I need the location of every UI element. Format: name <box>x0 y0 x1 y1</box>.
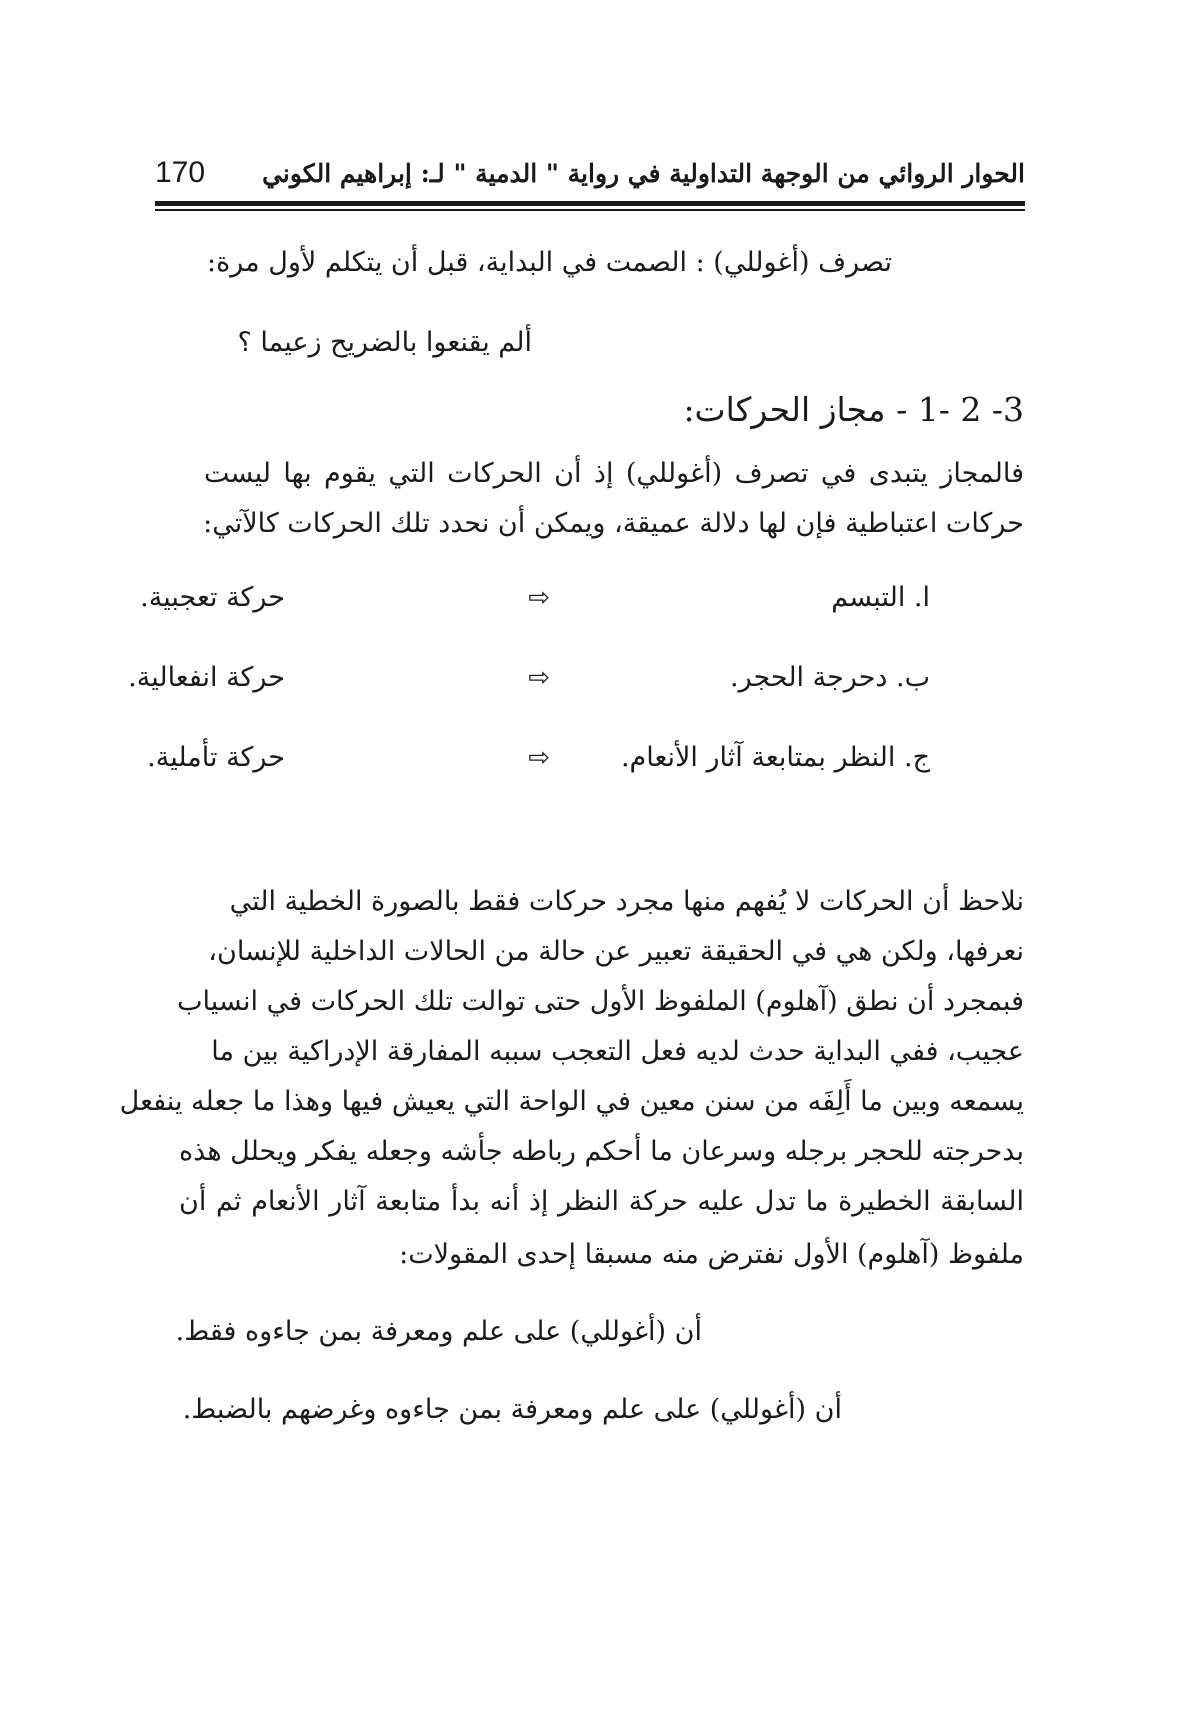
header-rule-thin <box>155 209 1025 211</box>
item-label: ا. التبسم <box>831 582 930 613</box>
list-item <box>140 576 1025 620</box>
section-paragraph-line-2: حركات اعتباطية فإن لها دلالة عميقة، ويمكن أن نحدد تلك الحركات كالآتي: <box>203 508 1024 539</box>
list-item <box>147 736 1025 780</box>
section-paragraph-line-1: فالمجاز يتبدى في تصرف (أغوللي) إذ أن الحركات التي يقوم بها ليست <box>204 458 1024 489</box>
page-header <box>155 150 1025 196</box>
right-arrow-icon: ⇨ <box>528 583 550 613</box>
item-meaning: حركة تأملية. <box>147 742 285 773</box>
intro-line-1: تصرف (أغوللي) : الصمت في البداية، قبل أن يتكلم لأول مرة: <box>207 247 892 278</box>
intro-line-2: ألم يقنعوا بالضريح زعيما ؟ <box>237 327 532 358</box>
page-number: 170 <box>155 156 206 189</box>
right-arrow-icon: ⇨ <box>528 663 550 693</box>
body-line-7: السابقة الخطيرة ما تدل عليه حركة النظر إذ أنه بدأ متابعة آثار الأنعام ثم أن <box>179 1186 1024 1217</box>
body-line-6: بدحرجته للحجر برجله وسرعان ما أحكم رباطه جأشه وجعله يفكر ويحلل هذه <box>179 1136 1024 1167</box>
body-line-8: ملفوظ (آهلوم) الأول نفترض منه مسبقا إحدى المقولات: <box>399 1239 1024 1270</box>
right-arrow-icon: ⇨ <box>528 743 550 773</box>
list-item <box>128 656 1025 700</box>
header-rule-thick <box>155 201 1025 206</box>
item-label: ب. دحرجة الحجر. <box>729 662 930 693</box>
presupposition-1: أن (أغوللي) على علم ومعرفة بمن جاءوه فقط. <box>175 1316 702 1347</box>
presupposition-2: أن (أغوللي) على علم ومعرفة بمن جاءوه وغرضهم بالضبط. <box>182 1394 842 1425</box>
body-line-2: نعرفها، ولكن هي في الحقيقة تعبير عن حالة من الحالات الداخلية للإنسان، <box>208 936 1024 967</box>
body-line-3: فبمجرد أن نطق (آهلوم) الملفوظ الأول حتى توالت تلك الحركات في انسياب <box>177 986 1024 1017</box>
body-line-4: عجيب، ففي البداية حدث لديه فعل التعجب سببه المفارقة الإدراكية بين ما <box>211 1036 1024 1067</box>
item-meaning: حركة تعجبية. <box>140 582 285 613</box>
section-heading: 3- 2 -1 - مجاز الحركات: <box>683 390 1024 429</box>
item-label: ج. النظر بمتابعة آثار الأنعام. <box>620 742 930 773</box>
running-title: الحوار الروائي من الوجهة التداولية في رواية " الدمية " لـ: إبراهيم الكوني <box>262 158 1025 188</box>
body-line-1: نلاحظ أن الحركات لا يُفهم منها مجرد حركات فقط بالصورة الخطية التي <box>229 886 1024 917</box>
item-meaning: حركة انفعالية. <box>128 662 285 693</box>
body-line-5: يسمعه وبين ما أَلِفَه من سنن معين في الواحة التي يعيش فيها وهذا ما جعله ينفعل <box>119 1086 1024 1117</box>
